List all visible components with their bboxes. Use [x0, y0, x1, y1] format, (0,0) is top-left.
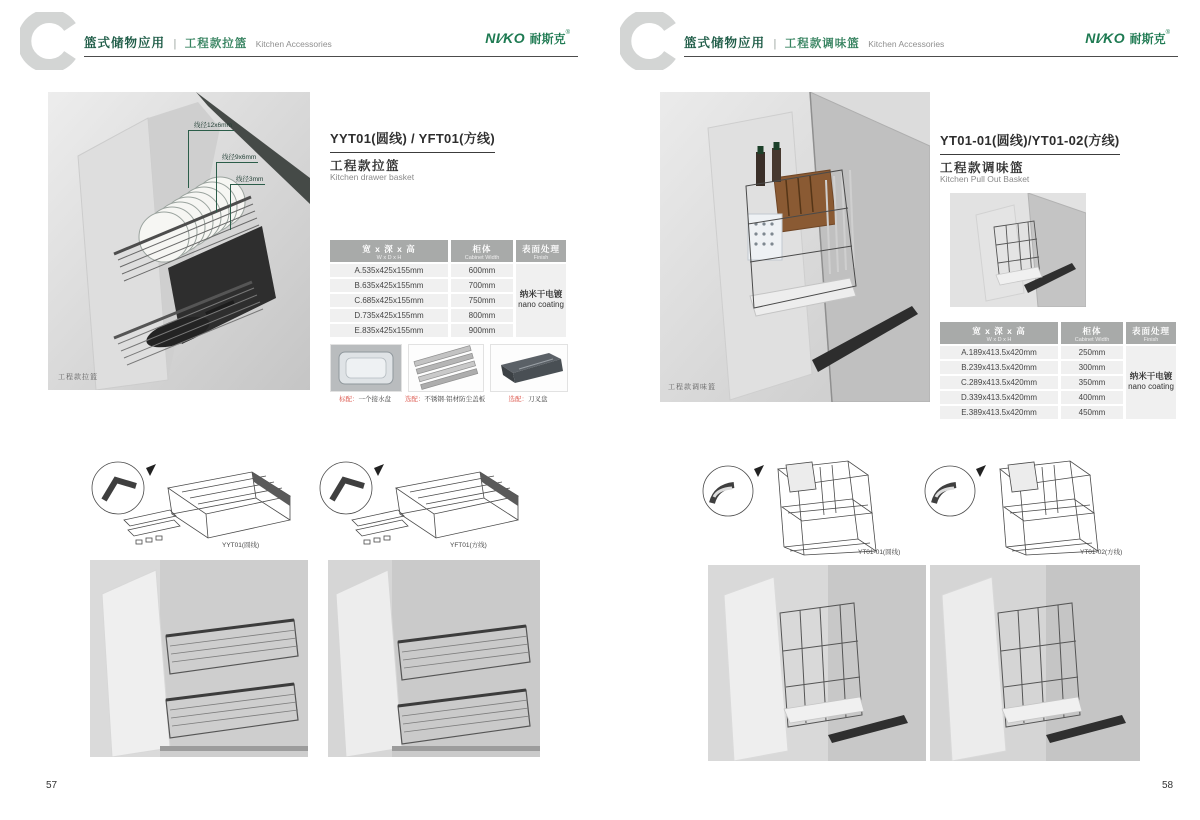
accessory-text: 一个接水盘: [358, 396, 391, 403]
spec-size-cell: C.289x413.5x420mm: [940, 376, 1058, 389]
header-divider: |: [173, 38, 177, 50]
spec-header-size: [940, 322, 1058, 344]
dust-cover-illustration: [409, 345, 483, 391]
spec-size-cell: A.189x413.5x420mm: [940, 346, 1058, 359]
catalog-page-right: [600, 0, 1200, 820]
spec-width-cell: 900mm: [451, 324, 513, 337]
header-category-title: 工程款拉篮: [184, 38, 248, 50]
spec-size-cell: B.635x425x155mm: [330, 279, 448, 292]
accessory-photo-cutlery-box: [490, 344, 568, 392]
cabinet-scene-illustration: [90, 560, 308, 757]
drawer-basket-photo-illustration: [48, 92, 310, 390]
small-basket-photo-illustration: [950, 193, 1086, 307]
spec-size-cell: E.389x413.5x420mm: [940, 406, 1058, 419]
spec-size-cell: B.239x413.5x420mm: [940, 361, 1058, 374]
brand-logo: [1050, 30, 1170, 48]
spec-width-cell: 350mm: [1061, 376, 1123, 389]
header-subtitle-en: Kitchen Accessories: [255, 39, 332, 49]
basket-wireframe-drawing: [90, 458, 300, 550]
diagram-caption: YFT01(方线): [450, 542, 487, 549]
accessory-text: 不锈钢·铝材防尘盖板: [424, 396, 486, 403]
spec-width-cell: 700mm: [451, 279, 513, 292]
brand-logo-cn: 耐斯克: [529, 32, 566, 46]
accessory-text: 刀叉盘: [528, 396, 548, 403]
spec-header-cabinet: [451, 240, 513, 262]
spec-header-finish-en: Finish: [533, 255, 549, 261]
registered-mark: ®: [565, 30, 570, 36]
photo-watermark-label: 工程款调味篮: [668, 384, 716, 391]
accessory-caption-3: [486, 394, 570, 403]
header-category-title: 工程款调味篮: [784, 38, 860, 50]
finish-en: nano coating: [1128, 382, 1174, 391]
header-rule: [84, 56, 578, 57]
application-photo-2: [930, 565, 1140, 761]
spec-header-cabinet-en: Cabinet Width: [1074, 337, 1110, 343]
main-product-photo: [48, 92, 310, 390]
application-photo-2: [328, 560, 540, 757]
spec-header-finish-cn: 表面处理: [1131, 326, 1170, 336]
wire-size-annotation-1: 线径12x6mm: [188, 120, 234, 131]
product-name-en: Kitchen drawer basket: [330, 172, 415, 182]
header-section-title: 篮式储物应用: [84, 36, 166, 50]
accessory-tag-standard: 标配：: [339, 396, 359, 403]
basket-wireframe-drawing: [318, 458, 528, 550]
spec-table: [330, 240, 566, 338]
wire-size-annotation-2: 线径9x6mm: [216, 152, 258, 163]
photo-watermark-label: 工程款拉篮: [58, 374, 98, 381]
brand-logo-en: NI∕KO: [485, 30, 526, 46]
header-divider: |: [773, 38, 777, 50]
spec-size-cell: E.835x425x155mm: [330, 324, 448, 337]
exploded-diagram-round-wire: [90, 458, 300, 554]
spec-header-size: [330, 240, 448, 262]
cabinet-scene-illustration: [328, 560, 540, 757]
spec-header-cabinet-en: Cabinet Width: [464, 255, 500, 261]
application-photo-1: [90, 560, 308, 757]
spec-header-size-cn: 宽 x 深 x 高: [972, 326, 1026, 336]
cutlery-box-illustration: [491, 345, 567, 391]
c-mark-logo-icon: [620, 12, 678, 70]
page-header: [84, 33, 332, 52]
spec-header-finish: [1126, 322, 1176, 344]
spec-header-finish-cn: 表面处理: [521, 244, 560, 254]
product-code-title: YYT01(圆线) / YFT01(方线): [330, 128, 495, 153]
spec-size-cell: A.535x425x155mm: [330, 264, 448, 277]
spec-header-size-cn: 宽 x 深 x 高: [362, 244, 416, 254]
spec-header-finish: [516, 240, 566, 262]
annotation-leader-1: [188, 130, 189, 188]
spec-width-cell: 450mm: [1061, 406, 1123, 419]
product-name-cn: 工程款拉篮: [330, 159, 401, 173]
diagram-caption: YT01-01(圆线): [858, 549, 901, 556]
wireframe-diagram-square: [922, 455, 1137, 567]
cabinet-scene-illustration: [708, 565, 926, 761]
diagram-caption: YT01-02(方线): [1080, 549, 1123, 556]
annotation-leader-2: [216, 162, 217, 212]
page-number: 58: [1162, 780, 1174, 791]
accessory-photo-water-tray: [330, 344, 402, 392]
brand-logo-en: NI∕KO: [1085, 30, 1126, 46]
product-name-en: Kitchen Pull Out Basket: [940, 174, 1030, 184]
pull-out-wireframe-drawing: [922, 455, 1137, 560]
brand-logo: [450, 30, 570, 48]
header-section-title: 篮式储物应用: [684, 36, 766, 50]
spec-width-cell: 750mm: [451, 294, 513, 307]
finish-cn: 纳米干电镀: [1129, 371, 1173, 381]
spec-header-size-en: W x D x H: [986, 337, 1012, 343]
exploded-diagram-square-wire: [318, 458, 528, 554]
product-code-title: YT01-01(圆线)/YT01-02(方线): [940, 130, 1120, 155]
spec-finish-cell: [516, 264, 566, 337]
cabinet-scene-illustration: [930, 565, 1140, 761]
spec-header-cabinet-cn: 柜体: [472, 244, 492, 254]
spec-header-cabinet: [1061, 322, 1123, 344]
wire-size-annotation-3: 线径3mm: [230, 174, 265, 185]
c-mark-logo-icon: [20, 12, 78, 70]
spec-width-cell: 600mm: [451, 264, 513, 277]
registered-mark: ®: [1165, 30, 1170, 36]
pull-out-wireframe-drawing: [700, 455, 915, 560]
accessory-tag-optional: 选配：: [508, 396, 528, 403]
annotation-leader-3: [230, 184, 231, 230]
application-photo-1: [708, 565, 926, 761]
page-header: [684, 33, 944, 52]
finish-en: nano coating: [518, 300, 564, 309]
spec-finish-cell: [1126, 346, 1176, 419]
spec-table: [940, 322, 1176, 420]
secondary-product-photo: [950, 193, 1086, 307]
spec-width-cell: 400mm: [1061, 391, 1123, 404]
spec-width-cell: 250mm: [1061, 346, 1123, 359]
spec-size-cell: D.339x413.5x420mm: [940, 391, 1058, 404]
main-product-photo: [660, 92, 930, 402]
spec-size-cell: C.685x425x155mm: [330, 294, 448, 307]
water-tray-illustration: [331, 345, 401, 391]
brand-logo-cn: 耐斯克: [1129, 32, 1166, 46]
accessory-caption-2: [396, 394, 494, 403]
diagram-caption: YYT01(圆线): [222, 542, 260, 549]
spec-size-cell: D.735x425x155mm: [330, 309, 448, 322]
accessory-photo-dust-cover: [408, 344, 484, 392]
wireframe-diagram-round: [700, 455, 915, 567]
finish-cn: 纳米干电镀: [519, 289, 563, 299]
product-name-cn: 工程款调味篮: [940, 161, 1025, 175]
spec-header-cabinet-cn: 柜体: [1082, 326, 1102, 336]
page-number: 57: [46, 780, 58, 791]
accessory-tag-optional: 选配：: [404, 396, 425, 403]
spec-header-size-en: W x D x H: [376, 255, 402, 261]
spec-width-cell: 800mm: [451, 309, 513, 322]
header-rule: [684, 56, 1178, 57]
pull-out-basket-photo-illustration: [660, 92, 930, 402]
spec-width-cell: 300mm: [1061, 361, 1123, 374]
spec-header-finish-en: Finish: [1143, 337, 1159, 343]
header-subtitle-en: Kitchen Accessories: [868, 39, 945, 49]
